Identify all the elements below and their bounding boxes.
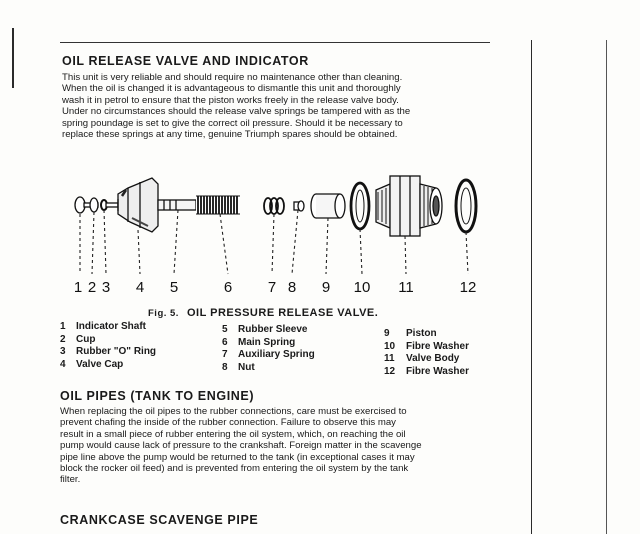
- figure-label-9: 9: [321, 279, 331, 296]
- section-title-crankcase-scavenge-pipe: CRANKCASE SCAVENGE PIPE: [60, 513, 259, 527]
- paragraph-line: Under no circumstances should the release valve springs be tampered with as the: [62, 106, 411, 118]
- piston-drawing: [311, 194, 345, 218]
- figure-label-5: 5: [169, 279, 179, 296]
- section-body-oil-pipes: [60, 406, 492, 486]
- figure-caption-text: OIL PRESSURE RELEASE VALVE.: [186, 307, 379, 319]
- legend-item: 11 Valve Body: [384, 353, 460, 365]
- figure-label-3: 3: [101, 279, 111, 296]
- legend-item: 12 Fibre Washer: [384, 365, 469, 377]
- paragraph-line: When replacing the oil pipes to the rubber connections, care must be exercised to: [60, 406, 407, 417]
- top-rule: [60, 42, 490, 43]
- paragraph-line: wash it in petrol to ensure that the piston works freely in the release valve body.: [62, 94, 399, 106]
- legend-item: 9 Piston: [384, 328, 437, 339]
- auxiliary-spring-drawing: [264, 198, 284, 214]
- main-spring-drawing: [196, 196, 240, 214]
- fibre-washer-drawing: [351, 183, 369, 229]
- legend-item: 6 Main Spring: [222, 336, 296, 348]
- exploded-valve-diagram: [60, 166, 490, 306]
- figure-label-1: 1: [73, 279, 83, 296]
- legend-item: 5 Rubber Sleeve: [222, 324, 308, 335]
- rubber-sleeve-drawing: [158, 200, 196, 210]
- legend-item: 1 Indicator Shaft: [60, 321, 147, 332]
- paragraph-line: result in a small piece of rubber entering the oil system, which, on reaching the oil: [60, 428, 406, 440]
- figure-label-8: 8: [287, 279, 297, 296]
- paragraph-line: spring poundage is set to give the correct oil pressure. Should it be necessary to: [62, 117, 403, 129]
- figure-label-2: 2: [87, 279, 97, 296]
- legend-item: 3 Rubber "O" Ring: [60, 346, 157, 358]
- legend-item: 10 Fibre Washer: [384, 340, 469, 352]
- parts-legend-col2: [222, 324, 315, 374]
- right-edge-line: [606, 40, 607, 534]
- legend-item: 8 Nut: [222, 361, 255, 373]
- o-ring-drawing: [101, 200, 118, 210]
- parts-legend-col3: [384, 328, 469, 378]
- left-margin-line: [12, 28, 14, 88]
- fibre-washer-drawing: [456, 180, 476, 232]
- parts-legend-col1: [60, 321, 156, 371]
- nut-drawing: [294, 201, 304, 211]
- right-margin-line: [531, 40, 532, 534]
- paragraph-line: pipe line above the pump would be returned to the tank (in exceptional cases it may: [60, 451, 415, 463]
- figure-label-6: 6: [223, 279, 233, 296]
- paragraph-line: pump would cause lack of pressure to the crankshaft. Foreign matter in the scavenge: [60, 440, 422, 452]
- section-title-oil-release-valve: OIL RELEASE VALVE AND INDICATOR: [62, 54, 309, 68]
- paragraph-line: filter.: [60, 474, 81, 486]
- paragraph-line: When the oil is changed it is advantageous to dismantle this unit and thoroughly: [62, 83, 401, 95]
- section-body-oil-release-valve: [62, 72, 492, 140]
- cup-drawing: [90, 198, 98, 212]
- valve-body-drawing: [376, 176, 442, 236]
- legend-item: 4 Valve Cap: [60, 358, 124, 370]
- figure-label-12: 12: [459, 279, 477, 296]
- figure-label-10: 10: [353, 279, 371, 296]
- legend-item: 2 Cup: [60, 333, 96, 345]
- paragraph-line: This unit is very reliable and should require no maintenance other than cleaning.: [62, 72, 403, 83]
- figure-number: Fig. 5.: [148, 308, 179, 319]
- paragraph-line: prevent chafing the inside of the rubber connection. Failure to observe this may: [60, 417, 396, 429]
- figure-label-11: 11: [398, 279, 414, 296]
- paragraph-line: replace these springs at any time, genuine Triumph spares should be obtained.: [62, 129, 398, 141]
- figure-label-7: 7: [267, 279, 277, 296]
- valve-cap-drawing: [118, 178, 158, 232]
- legend-item: 7 Auxiliary Spring: [222, 349, 315, 361]
- figure-caption: [148, 307, 378, 319]
- section-title-oil-pipes: OIL PIPES (TANK TO ENGINE): [60, 389, 255, 403]
- figure-label-4: 4: [135, 279, 145, 296]
- paragraph-line: block the rocker oil feed) and is prevented from entering the oil system by the tank: [60, 463, 409, 475]
